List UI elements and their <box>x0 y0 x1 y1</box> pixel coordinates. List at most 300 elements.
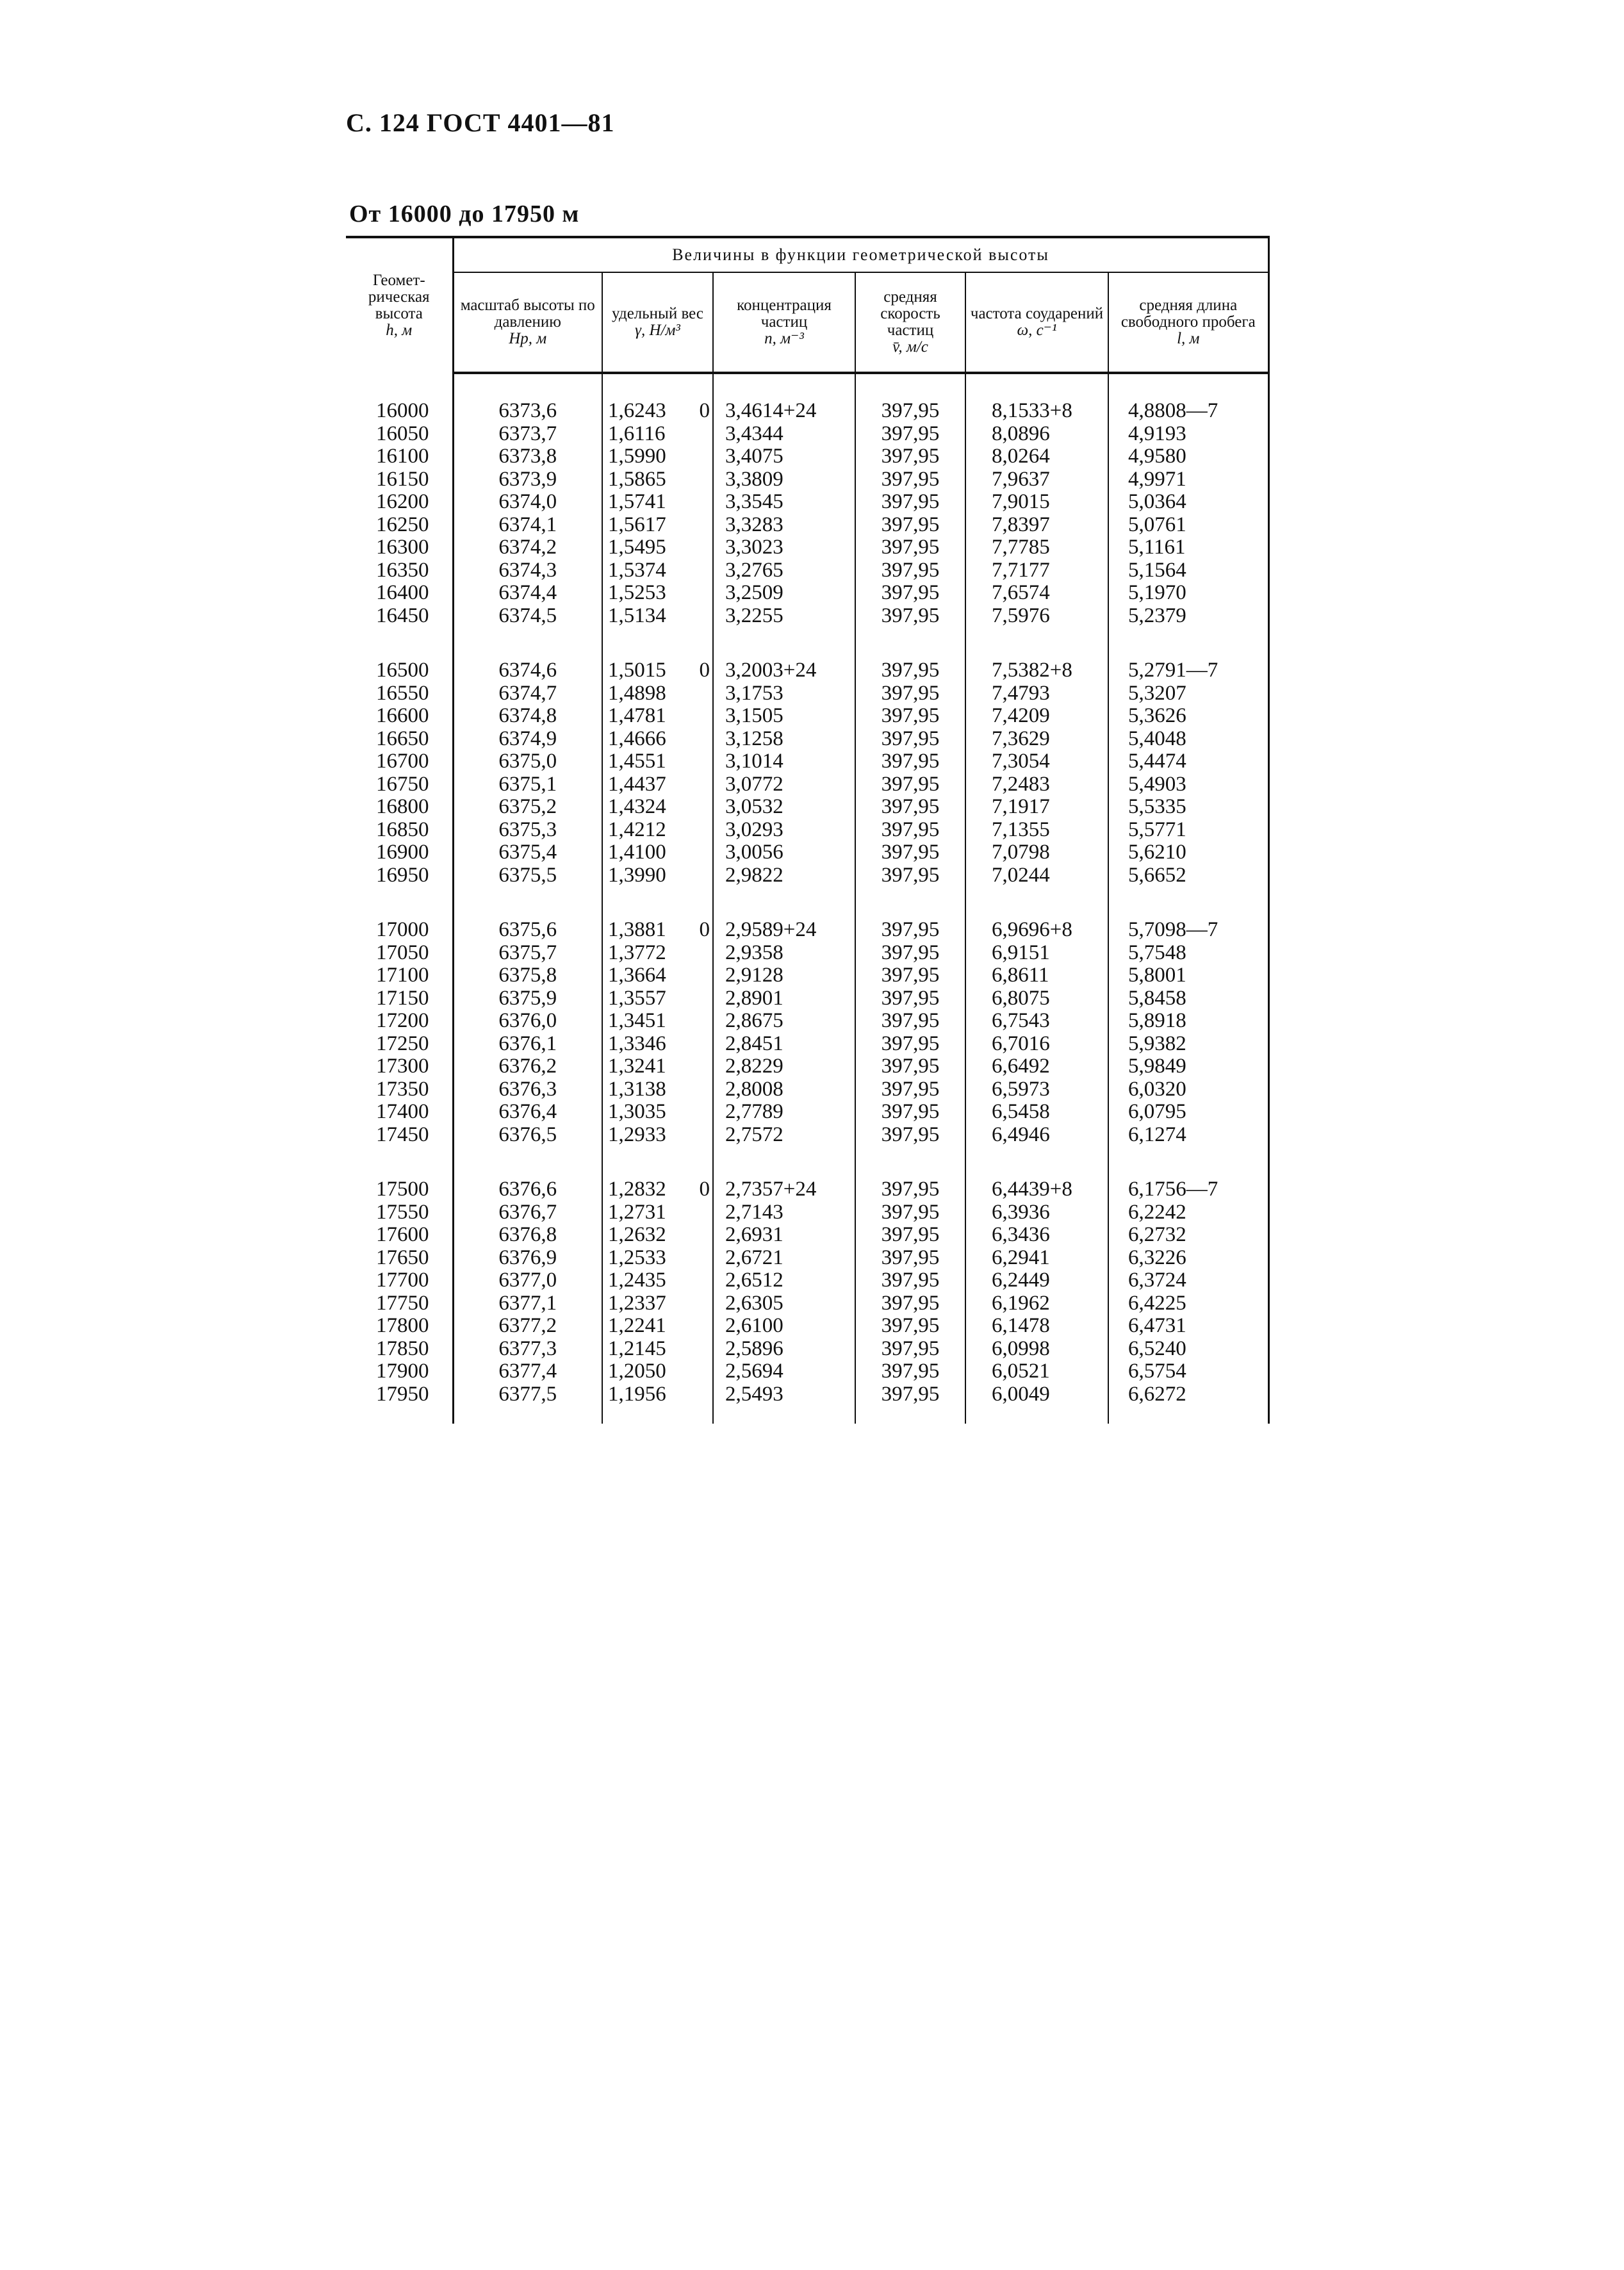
cell-scale-height <box>453 1247 602 1270</box>
cell-value: 2,8901 <box>725 986 783 1010</box>
cell-mean-free-path <box>1108 864 1268 887</box>
table-row <box>346 605 1268 628</box>
cell-height <box>346 1178 453 1201</box>
cell-value: 397,95 <box>881 558 940 582</box>
cell-value: 1,5015 <box>608 659 666 682</box>
cell-value: 5,5771 <box>1128 818 1186 841</box>
cell-scale-height <box>453 659 602 682</box>
cell-value: 7,2483 <box>992 772 1050 796</box>
cell-value: 1,5990 <box>608 445 666 468</box>
cell-value: 6,5240 <box>1128 1337 1186 1360</box>
cell-value: 5,9849 <box>1128 1055 1186 1078</box>
spacer-cell <box>602 373 713 400</box>
cell-height <box>346 1338 453 1361</box>
exponent-marker: +8 <box>1049 399 1072 422</box>
table-row <box>346 1101 1268 1124</box>
cell-value: 397,95 <box>881 445 940 468</box>
cell-specific-weight <box>602 682 713 705</box>
cell-scale-height <box>453 773 602 796</box>
cell-collision-frequency <box>965 819 1108 842</box>
cell-value: 4,9193 <box>1128 422 1186 445</box>
col-header-height-name: Геомет- рическая высота <box>368 272 430 322</box>
exponent-marker: +24 <box>783 659 817 682</box>
cell-value: 2,7572 <box>725 1123 783 1146</box>
cell-velocity <box>855 400 965 423</box>
cell-height <box>346 1010 453 1033</box>
cell-value: 2,9589 <box>725 918 783 941</box>
cell-concentration <box>713 1360 855 1383</box>
cell-value: 397,95 <box>881 941 940 964</box>
cell-velocity <box>855 423 965 446</box>
cell-collision-frequency <box>965 445 1108 468</box>
cell-value: 397,95 <box>881 581 940 604</box>
cell-specific-weight <box>602 750 713 773</box>
cell-velocity <box>855 819 965 842</box>
atmosphere-table <box>346 236 1270 1424</box>
cell-value: 6,9696 <box>992 918 1050 941</box>
cell-value: 17650 <box>376 1246 429 1269</box>
cell-value: 6376,9 <box>498 1246 557 1269</box>
table-row <box>346 1383 1268 1406</box>
cell-value: 17200 <box>376 1009 429 1032</box>
cell-value: 2,6512 <box>725 1269 783 1292</box>
cell-value: 5,3626 <box>1128 704 1186 727</box>
cell-value: 7,7177 <box>992 558 1050 582</box>
col-header-height-symbol: h, м <box>386 322 413 339</box>
cell-value: 5,4903 <box>1128 772 1186 796</box>
cell-value: 2,6721 <box>725 1246 783 1269</box>
cell-velocity <box>855 536 965 559</box>
cell-concentration <box>713 864 855 887</box>
cell-value: 1,2435 <box>608 1269 666 1292</box>
col-header-collision-frequency-name: частота соударений <box>970 305 1104 322</box>
cell-value: 1,2731 <box>608 1200 666 1224</box>
cell-value: 1,2337 <box>608 1291 666 1315</box>
cell-specific-weight <box>602 514 713 537</box>
cell-value: 5,9382 <box>1128 1032 1186 1055</box>
cell-value: 6374,4 <box>498 581 557 604</box>
cell-value: 5,3207 <box>1128 681 1186 705</box>
cell-concentration <box>713 796 855 819</box>
cell-collision-frequency <box>965 1247 1108 1270</box>
cell-mean-free-path <box>1108 1101 1268 1124</box>
cell-specific-weight <box>602 1338 713 1361</box>
spacer-cell <box>346 627 453 659</box>
cell-value: 397,95 <box>881 795 940 818</box>
cell-value: 6374,3 <box>498 558 557 582</box>
cell-mean-free-path <box>1108 705 1268 728</box>
cell-collision-frequency <box>965 514 1108 537</box>
cell-value: 1,5134 <box>608 604 666 627</box>
table-row <box>346 1010 1268 1033</box>
cell-value: 1,3451 <box>608 1009 666 1032</box>
cell-value: 397,95 <box>881 772 940 796</box>
exponent-marker: +24 <box>783 918 817 941</box>
table-row <box>346 964 1268 987</box>
cell-value: 397,95 <box>881 1314 940 1337</box>
cell-value: 2,9358 <box>725 941 783 964</box>
cell-value: 6375,3 <box>498 818 557 841</box>
table-row <box>346 400 1268 423</box>
cell-velocity <box>855 1247 965 1270</box>
cell-value: 397,95 <box>881 1055 940 1078</box>
cell-value: 397,95 <box>881 964 940 987</box>
spacer-cell <box>346 887 453 919</box>
cell-value: 5,8918 <box>1128 1009 1186 1032</box>
cell-velocity <box>855 942 965 965</box>
table-row <box>346 841 1268 864</box>
cell-value: 8,0896 <box>992 422 1050 445</box>
cell-value: 6,8075 <box>992 986 1050 1010</box>
cell-specific-weight <box>602 841 713 864</box>
cell-height <box>346 468 453 491</box>
cell-concentration <box>713 468 855 491</box>
cell-value: 7,1355 <box>992 818 1050 841</box>
cell-specific-weight <box>602 1315 713 1338</box>
table-header <box>346 237 1268 373</box>
cell-value: 6,9151 <box>992 941 1050 964</box>
cell-value: 17000 <box>376 918 429 941</box>
cell-specific-weight <box>602 1201 713 1224</box>
cell-scale-height <box>453 819 602 842</box>
cell-value: 397,95 <box>881 1032 940 1055</box>
cell-value: 1,2933 <box>608 1123 666 1146</box>
cell-value: 1,2533 <box>608 1246 666 1269</box>
cell-height <box>346 1292 453 1315</box>
cell-collision-frequency <box>965 468 1108 491</box>
table-row <box>346 1078 1268 1101</box>
cell-value: 6376,0 <box>498 1009 557 1032</box>
cell-value: 397,95 <box>881 422 940 445</box>
cell-value: 3,1505 <box>725 704 783 727</box>
cell-value: 6,1756 <box>1128 1178 1186 1201</box>
cell-value: 5,1564 <box>1128 558 1186 582</box>
cell-specific-weight <box>602 942 713 965</box>
cell-mean-free-path <box>1108 750 1268 773</box>
cell-scale-height <box>453 1124 602 1147</box>
block-separator <box>346 627 1268 659</box>
cell-value: 16850 <box>376 818 429 841</box>
cell-value: 397,95 <box>881 681 940 705</box>
table-row <box>346 1292 1268 1315</box>
cell-value: 1,3664 <box>608 964 666 987</box>
cell-mean-free-path <box>1108 1247 1268 1270</box>
col-header-velocity-name: средняя скорость частиц <box>880 288 940 339</box>
cell-collision-frequency <box>965 1178 1108 1201</box>
cell-value: 16550 <box>376 681 429 705</box>
cell-collision-frequency <box>965 559 1108 582</box>
cell-value: 3,0772 <box>725 772 783 796</box>
cell-value: 1,2050 <box>608 1360 666 1383</box>
cell-value: 6373,8 <box>498 445 557 468</box>
cell-velocity <box>855 1383 965 1406</box>
cell-value: 6375,6 <box>498 918 557 941</box>
table-row <box>346 659 1268 682</box>
cell-concentration <box>713 919 855 942</box>
cell-value: 6377,0 <box>498 1269 557 1292</box>
cell-velocity <box>855 605 965 628</box>
cell-height <box>346 1124 453 1147</box>
spacer-cell <box>602 1146 713 1178</box>
cell-velocity <box>855 1124 965 1147</box>
cell-value: 6,3724 <box>1128 1269 1186 1292</box>
spacer-cell <box>855 627 965 659</box>
cell-value: 397,95 <box>881 1077 940 1101</box>
spacer-cell <box>965 1406 1108 1424</box>
cell-height <box>346 864 453 887</box>
cell-value: 16400 <box>376 581 429 604</box>
cell-value: 1,2832 <box>608 1178 666 1201</box>
table-row <box>346 1338 1268 1361</box>
cell-value: 397,95 <box>881 750 940 773</box>
cell-value: 3,3809 <box>725 467 783 491</box>
cell-scale-height <box>453 605 602 628</box>
cell-value: 6375,9 <box>498 986 557 1010</box>
cell-value: 16450 <box>376 604 429 627</box>
cell-collision-frequency <box>965 705 1108 728</box>
cell-specific-weight <box>602 987 713 1010</box>
table-body <box>346 373 1268 1424</box>
cell-value: 6376,8 <box>498 1223 557 1246</box>
table-row <box>346 987 1268 1010</box>
cell-collision-frequency <box>965 773 1108 796</box>
cell-specific-weight <box>602 1383 713 1406</box>
cell-velocity <box>855 1033 965 1056</box>
cell-value: 3,4344 <box>725 422 783 445</box>
cell-value: 6375,1 <box>498 772 557 796</box>
col-header-concentration-symbol: n, м⁻³ <box>764 330 804 347</box>
cell-height <box>346 942 453 965</box>
cell-specific-weight <box>602 536 713 559</box>
cell-value: 7,0798 <box>992 841 1050 864</box>
table-row <box>346 919 1268 942</box>
cell-value: 397,95 <box>881 490 940 513</box>
cell-scale-height <box>453 942 602 965</box>
cell-mean-free-path <box>1108 514 1268 537</box>
cell-value: 5,0761 <box>1128 513 1186 536</box>
cell-collision-frequency <box>965 1383 1108 1406</box>
cell-height <box>346 1383 453 1406</box>
cell-value: 16900 <box>376 841 429 864</box>
cell-scale-height <box>453 919 602 942</box>
spacer-cell <box>602 1406 713 1424</box>
cell-value: 6,3436 <box>992 1223 1050 1246</box>
cell-value: 2,8008 <box>725 1077 783 1101</box>
cell-concentration <box>713 1201 855 1224</box>
cell-value: 5,8001 <box>1128 964 1186 987</box>
cell-value: 6,0049 <box>992 1382 1050 1406</box>
cell-value: 3,2509 <box>725 581 783 604</box>
cell-concentration <box>713 445 855 468</box>
cell-specific-weight <box>602 1124 713 1147</box>
cell-value: 397,95 <box>881 1337 940 1360</box>
cell-value: 7,4209 <box>992 704 1050 727</box>
cell-specific-weight <box>602 864 713 887</box>
cell-scale-height <box>453 750 602 773</box>
cell-value: 6,8611 <box>992 964 1049 987</box>
cell-value: 397,95 <box>881 1123 940 1146</box>
cell-value: 7,9015 <box>992 490 1050 513</box>
cell-specific-weight <box>602 1101 713 1124</box>
cell-scale-height <box>453 1292 602 1315</box>
cell-height <box>346 582 453 605</box>
table-row <box>346 942 1268 965</box>
table-row <box>346 514 1268 537</box>
cell-specific-weight <box>602 1033 713 1056</box>
cell-mean-free-path <box>1108 964 1268 987</box>
spacer-cell <box>1108 887 1268 919</box>
cell-value: 5,4048 <box>1128 727 1186 750</box>
table-row <box>346 819 1268 842</box>
col-header-specific-weight-symbol: γ, Н/м³ <box>635 322 680 339</box>
cell-scale-height <box>453 1055 602 1078</box>
atmosphere-table-container <box>346 236 1268 1424</box>
cell-scale-height <box>453 728 602 751</box>
cell-value: 5,1161 <box>1128 536 1186 559</box>
cell-specific-weight <box>602 605 713 628</box>
cell-value: 1,4666 <box>608 727 666 750</box>
cell-mean-free-path <box>1108 1224 1268 1247</box>
cell-height <box>346 1033 453 1056</box>
cell-value: 7,5976 <box>992 604 1050 627</box>
cell-mean-free-path <box>1108 1338 1268 1361</box>
cell-height <box>346 1101 453 1124</box>
cell-value: 6376,7 <box>498 1200 557 1224</box>
cell-scale-height <box>453 1269 602 1292</box>
cell-specific-weight <box>602 1247 713 1270</box>
cell-value: 1,3035 <box>608 1100 666 1123</box>
cell-collision-frequency <box>965 1201 1108 1224</box>
cell-value: 6,2941 <box>992 1246 1050 1269</box>
cell-value: 16650 <box>376 727 429 750</box>
cell-value: 17850 <box>376 1337 429 1360</box>
cell-value: 6,7016 <box>992 1032 1050 1055</box>
cell-scale-height <box>453 796 602 819</box>
cell-value: 17950 <box>376 1382 429 1406</box>
block-separator <box>346 1146 1268 1178</box>
cell-value: 397,95 <box>881 399 940 422</box>
cell-scale-height <box>453 1101 602 1124</box>
cell-height <box>346 1078 453 1101</box>
cell-value: 3,1014 <box>725 750 783 773</box>
cell-value: 6374,2 <box>498 536 557 559</box>
cell-mean-free-path <box>1108 1124 1268 1147</box>
cell-value: 1,3990 <box>608 863 666 887</box>
cell-concentration <box>713 1292 855 1315</box>
cell-value: 1,4100 <box>608 841 666 864</box>
cell-value: 16000 <box>376 399 429 422</box>
cell-value: 1,4324 <box>608 795 666 818</box>
table-row <box>346 559 1268 582</box>
spacer-cell <box>346 1146 453 1178</box>
cell-scale-height <box>453 491 602 514</box>
cell-velocity <box>855 659 965 682</box>
cell-value: 6,0795 <box>1128 1100 1186 1123</box>
cell-value: 397,95 <box>881 918 940 941</box>
cell-height <box>346 1269 453 1292</box>
cell-concentration <box>713 582 855 605</box>
cell-value: 6374,7 <box>498 681 557 705</box>
cell-value: 2,6100 <box>725 1314 783 1337</box>
cell-concentration <box>713 1101 855 1124</box>
spacer-cell <box>1108 1406 1268 1424</box>
cell-mean-free-path <box>1108 1383 1268 1406</box>
cell-value: 6,2449 <box>992 1269 1050 1292</box>
cell-scale-height <box>453 1010 602 1033</box>
cell-value: 7,9637 <box>992 467 1050 491</box>
cell-value: 4,8808 <box>1128 399 1186 422</box>
table-row <box>346 1201 1268 1224</box>
cell-value: 6375,7 <box>498 941 557 964</box>
cell-value: 16600 <box>376 704 429 727</box>
cell-mean-free-path <box>1108 773 1268 796</box>
span-header: Величины в функции геометрической высоты <box>453 237 1268 272</box>
spacer-cell <box>713 373 855 400</box>
cell-velocity <box>855 728 965 751</box>
cell-collision-frequency <box>965 841 1108 864</box>
cell-mean-free-path <box>1108 682 1268 705</box>
cell-velocity <box>855 1338 965 1361</box>
spacer-cell <box>855 887 965 919</box>
cell-value: 6,4225 <box>1128 1291 1186 1315</box>
cell-value: 2,9822 <box>725 863 783 887</box>
spacer-cell <box>965 887 1108 919</box>
cell-value: 397,95 <box>881 1223 940 1246</box>
cell-value: 2,7789 <box>725 1100 783 1123</box>
cell-specific-weight <box>602 1292 713 1315</box>
cell-value: 17400 <box>376 1100 429 1123</box>
cell-value: 1,4437 <box>608 772 666 796</box>
cell-value: 17900 <box>376 1360 429 1383</box>
cell-height <box>346 1055 453 1078</box>
exponent-marker: —7 <box>1186 918 1218 941</box>
cell-concentration <box>713 423 855 446</box>
cell-mean-free-path <box>1108 468 1268 491</box>
cell-concentration <box>713 400 855 423</box>
cell-scale-height <box>453 1315 602 1338</box>
table-row <box>346 1055 1268 1078</box>
exponent-marker: —7 <box>1186 659 1218 682</box>
cell-specific-weight <box>602 468 713 491</box>
cell-mean-free-path <box>1108 987 1268 1010</box>
cell-value: 5,8458 <box>1128 986 1186 1010</box>
cell-height <box>346 705 453 728</box>
cell-value: 397,95 <box>881 818 940 841</box>
cell-specific-weight <box>602 964 713 987</box>
cell-value: 6,5754 <box>1128 1360 1186 1383</box>
cell-specific-weight <box>602 491 713 514</box>
cell-specific-weight <box>602 1224 713 1247</box>
cell-height <box>346 1201 453 1224</box>
cell-mean-free-path <box>1108 582 1268 605</box>
cell-scale-height <box>453 536 602 559</box>
col-header-velocity <box>855 272 965 373</box>
cell-mean-free-path <box>1108 1360 1268 1383</box>
cell-value: 1,3557 <box>608 986 666 1010</box>
cell-value: 6377,1 <box>498 1291 557 1315</box>
cell-collision-frequency <box>965 750 1108 773</box>
cell-value: 397,95 <box>881 1269 940 1292</box>
cell-specific-weight <box>602 423 713 446</box>
cell-velocity <box>855 864 965 887</box>
cell-value: 397,95 <box>881 1100 940 1123</box>
cell-collision-frequency <box>965 582 1108 605</box>
table-row <box>346 864 1268 887</box>
cell-height <box>346 400 453 423</box>
cell-velocity <box>855 682 965 705</box>
cell-velocity <box>855 1055 965 1078</box>
cell-value: 6373,9 <box>498 467 557 491</box>
